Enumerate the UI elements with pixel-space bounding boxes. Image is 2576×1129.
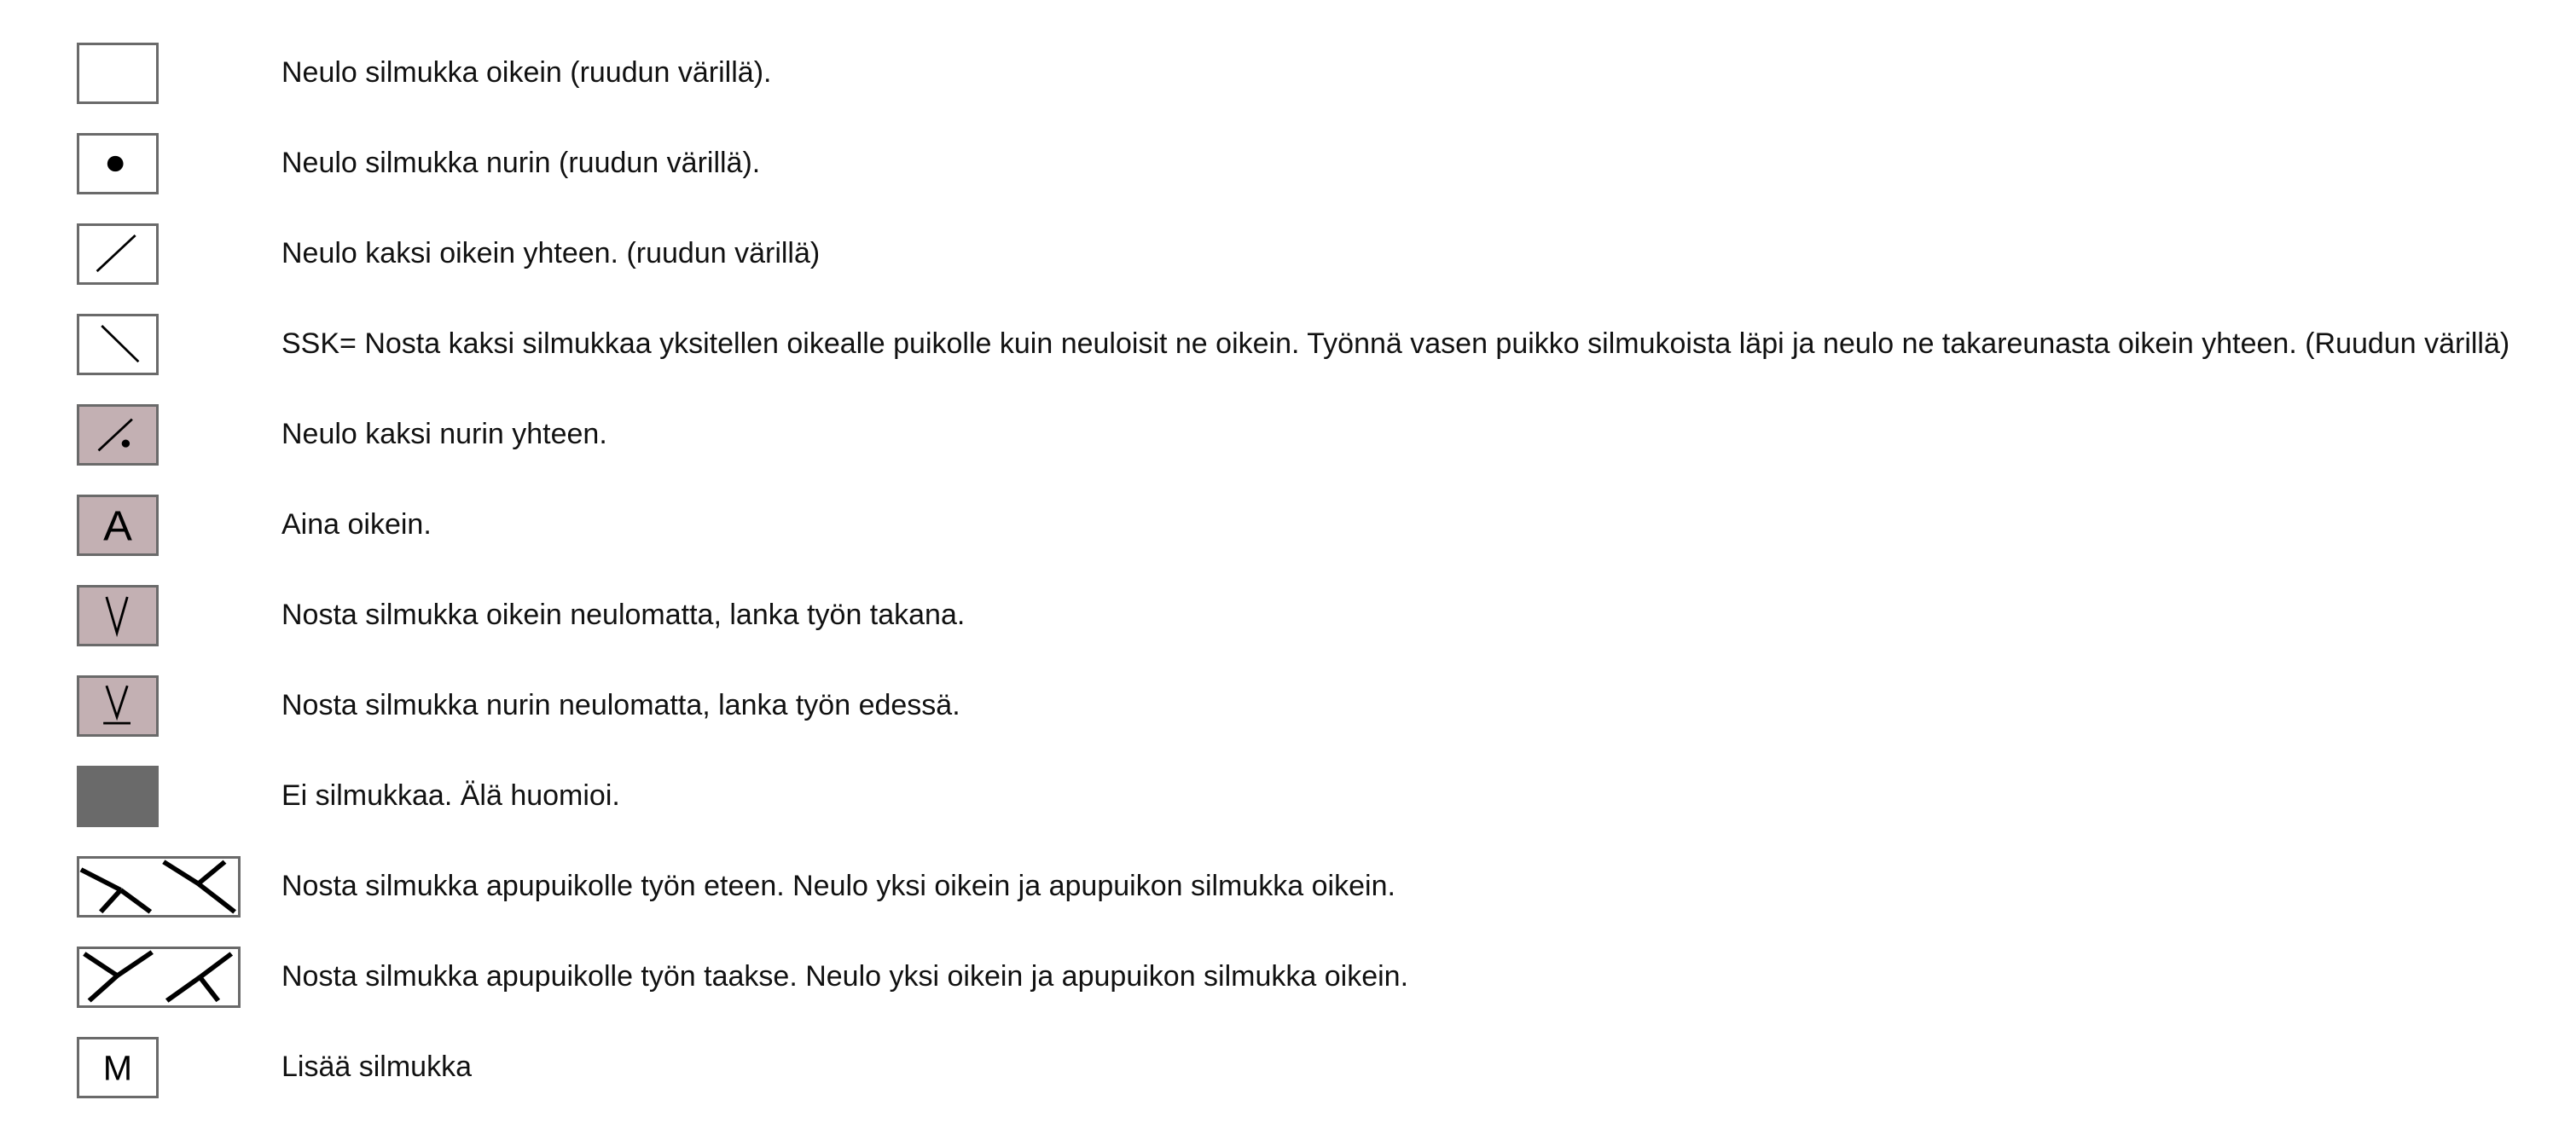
svg-text:M: M bbox=[102, 1049, 133, 1088]
legend-label-ssk: SSK= Nosta kaksi silmukkaa yksitellen oikealle puikolle kuin neuloisit ne oikein. Työnnä vasen puikko silmukoista läpi ja neulo ne takareunasta oikein yhteen. (Ruudun värillä) bbox=[281, 327, 2510, 360]
legend-row-ssk bbox=[0, 302, 2576, 392]
legend-label-no-stitch: Ei silmukkaa. Älä huomioi. bbox=[281, 779, 620, 812]
letter-m-icon bbox=[79, 1039, 156, 1096]
legend-row-p2tog bbox=[0, 392, 2576, 483]
always-knit-symbol bbox=[77, 495, 159, 556]
legend-label-always-knit: Aina oikein. bbox=[281, 508, 432, 541]
knit-symbol bbox=[77, 43, 159, 104]
v-underline-icon bbox=[79, 678, 156, 734]
legend-row-slip-purlwise bbox=[0, 663, 2576, 754]
legend-label-cross-back: Nosta silmukka apupuikolle työn taakse. Neulo yksi oikein ja apupuikon silmukka oikein. bbox=[281, 960, 1409, 993]
legend-row-slip-knitwise bbox=[0, 573, 2576, 663]
legend-row-make-one bbox=[0, 1025, 2576, 1115]
right-slant-icon bbox=[79, 226, 156, 282]
cable-back-icon bbox=[79, 949, 238, 1005]
legend-label-knit: Neulo silmukka oikein (ruudun värillä). bbox=[281, 56, 772, 89]
legend-label-slip-purlwise: Nosta silmukka nurin neulomatta, lanka työn edessä. bbox=[281, 689, 960, 721]
legend-label-purl: Neulo silmukka nurin (ruudun värillä). bbox=[281, 147, 761, 179]
svg-text:A: A bbox=[103, 501, 132, 550]
cross-back-symbol bbox=[77, 947, 241, 1008]
left-slant-icon bbox=[79, 316, 156, 373]
legend-row-no-stitch bbox=[0, 754, 2576, 844]
p2tog-symbol bbox=[77, 404, 159, 466]
legend-row-k2tog bbox=[0, 211, 2576, 302]
legend-row-cross-back bbox=[0, 935, 2576, 1025]
slant-dot-icon bbox=[79, 407, 156, 463]
legend-label-k2tog: Neulo kaksi oikein yhteen. (ruudun värillä) bbox=[281, 237, 821, 269]
purl-dot-icon bbox=[79, 136, 156, 192]
purl-symbol bbox=[77, 133, 159, 194]
slip-knitwise-symbol bbox=[77, 585, 159, 646]
legend-row-purl bbox=[0, 121, 2576, 211]
legend-label-cross-front: Nosta silmukka apupuikolle työn eteen. Neulo yksi oikein ja apupuikon silmukka oikein. bbox=[281, 870, 1395, 902]
ssk-symbol bbox=[77, 314, 159, 375]
legend-label-p2tog: Neulo kaksi nurin yhteen. bbox=[281, 418, 607, 450]
slip-purlwise-symbol bbox=[77, 675, 159, 737]
make-one-symbol bbox=[77, 1037, 159, 1098]
k2tog-symbol bbox=[77, 223, 159, 285]
v-icon bbox=[79, 588, 156, 644]
no-stitch-symbol bbox=[77, 766, 159, 827]
legend-row-always-knit bbox=[0, 483, 2576, 573]
cable-front-icon bbox=[79, 859, 238, 915]
legend-label-make-one: Lisää silmukka bbox=[281, 1051, 472, 1083]
legend-row-knit bbox=[0, 31, 2576, 121]
legend-label-slip-knitwise: Nosta silmukka oikein neulomatta, lanka työn takana. bbox=[281, 599, 966, 631]
legend-row-cross-front bbox=[0, 844, 2576, 935]
cross-front-symbol bbox=[77, 856, 241, 918]
letter-a-icon bbox=[79, 497, 156, 553]
